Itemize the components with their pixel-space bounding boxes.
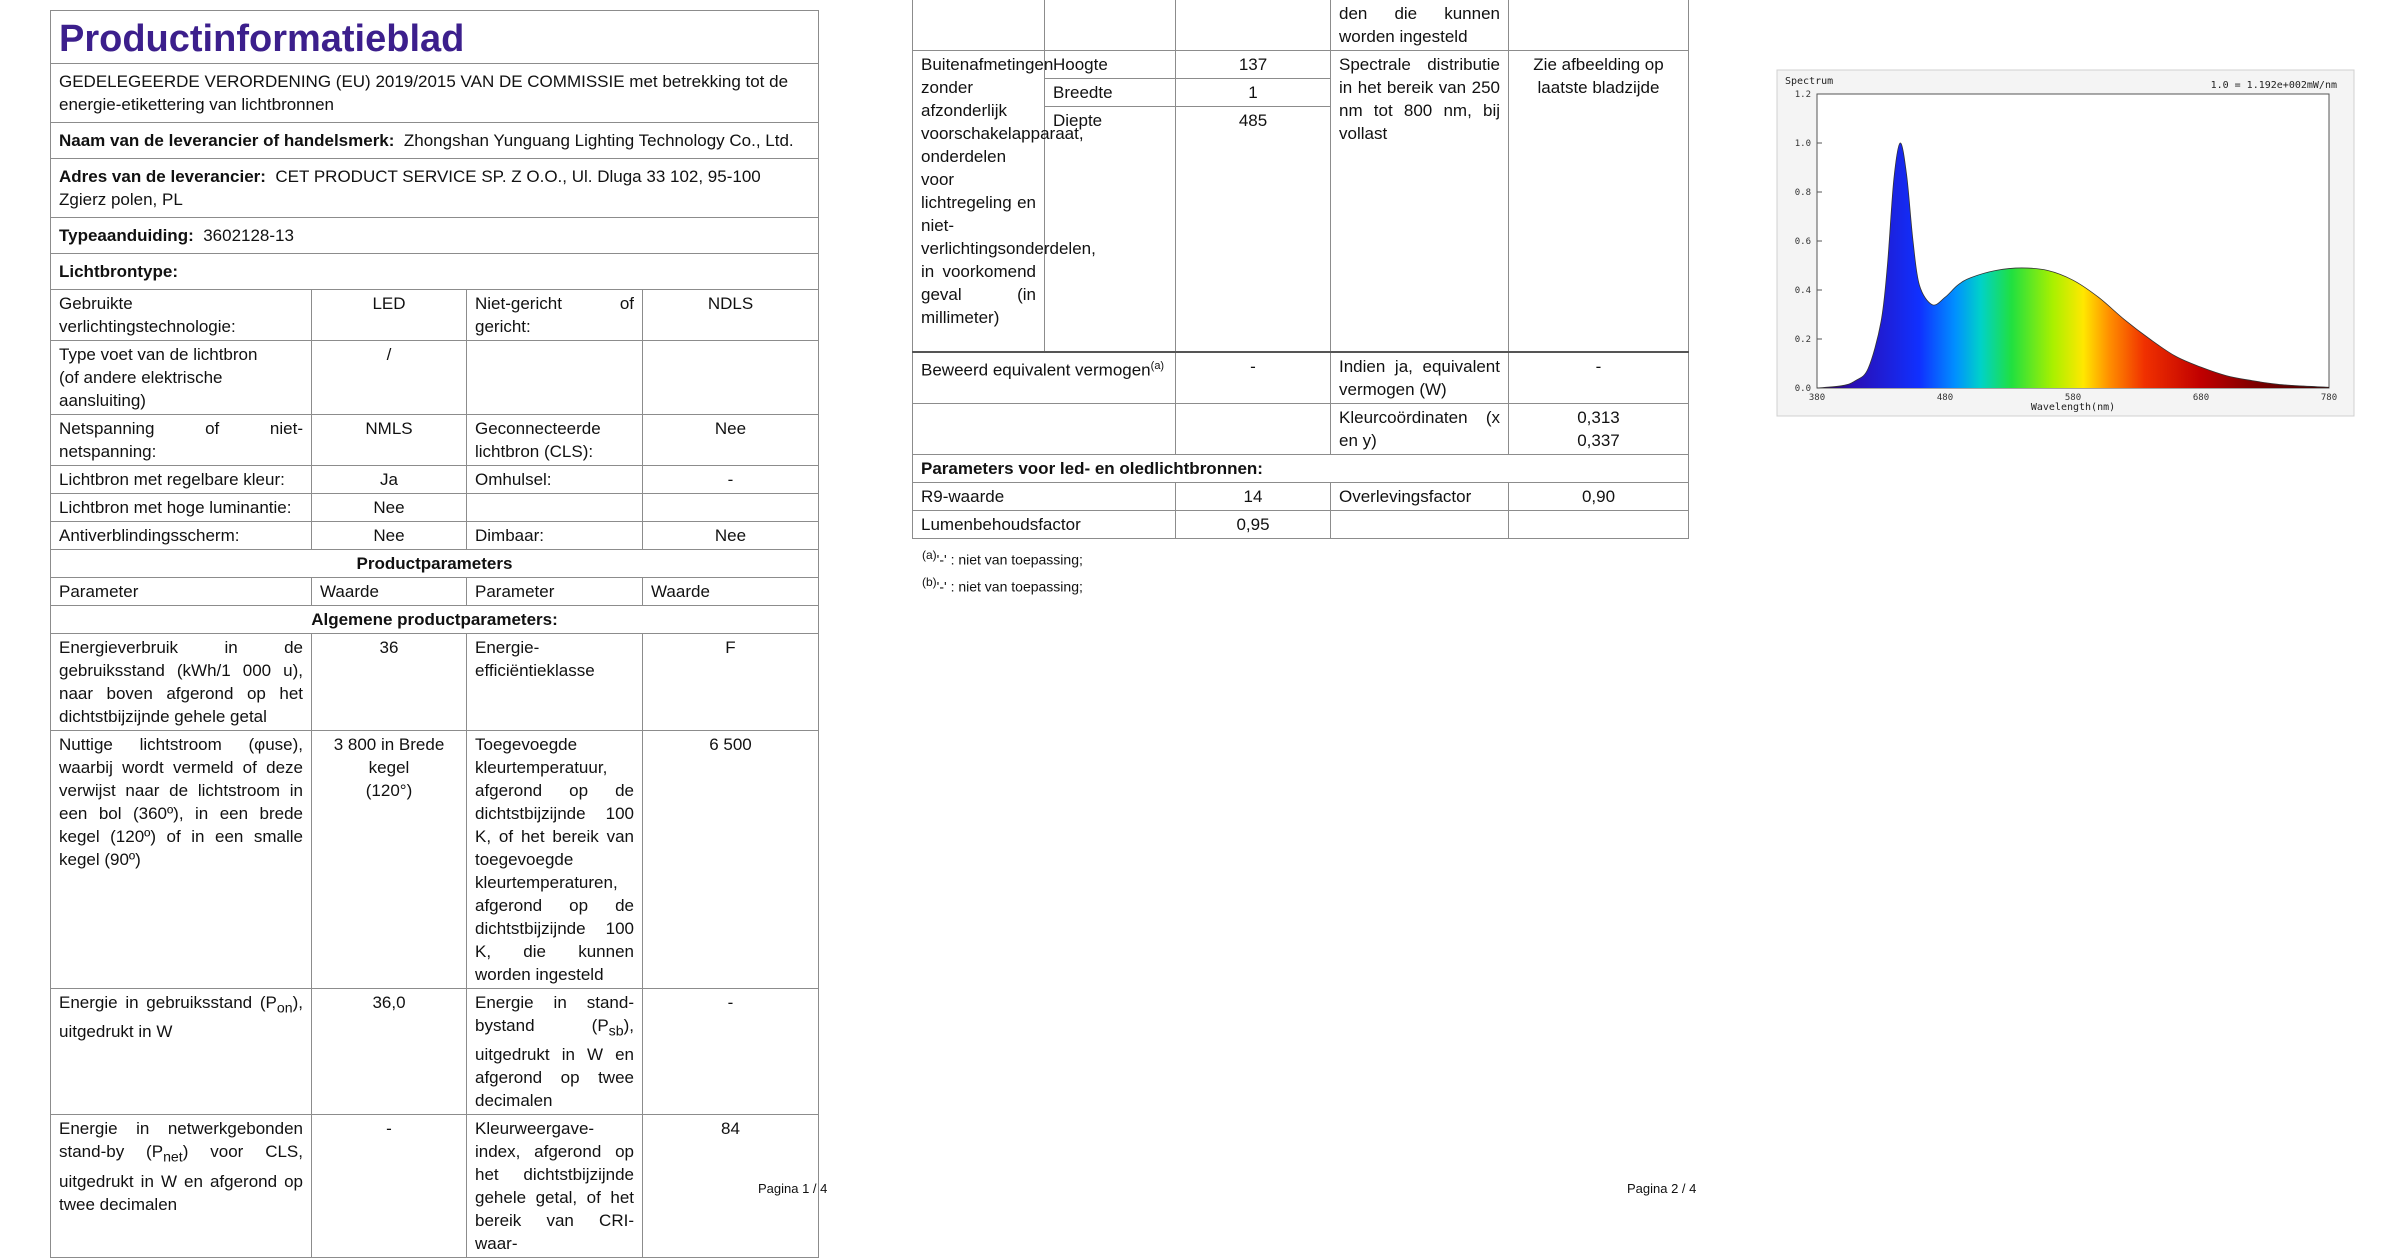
param-value: 0,95 [1176,511,1331,539]
param-value-line: 3 800 in Brede kegel [333,735,445,777]
page-number: Pagina 2 / 4 [1627,1181,1697,1196]
empty-cell [1045,0,1176,51]
param-value: / [312,341,467,415]
product-params-heading: Productparameters [51,550,819,578]
param-label: Niet-gericht of gericht: [467,290,643,341]
empty-cell [1509,511,1689,539]
empty-cell [913,0,1045,51]
regulation-text: GEDELEGEERDE VERORDENING (EU) 2019/2015 VAN DE COMMISSIE met betrekking tot de energie-etikettering van lichtbronnen [51,64,819,123]
param-value: - [312,1115,467,1258]
param-value: 0,90 [1509,483,1689,511]
table-row [913,352,1689,404]
param-value-line: (120°) [365,781,413,800]
param-label: Energie-efficiëntieklasse [467,634,643,731]
supplier-row [51,123,819,159]
x-tick-label: 780 [2320,393,2338,403]
x-axis-label: Wavelength(nm) [2030,402,2116,413]
scale-note: 1.0 = 1.192e+002mW/nm [2210,80,2337,91]
table-row [913,0,1689,51]
y-tick-label: 0.6 [1794,237,1811,247]
y-tick-label: 0.8 [1794,188,1811,198]
param-label: Indien ja, equivalent vermogen (W) [1331,352,1509,404]
chroma-x: 0,313 [1577,408,1620,427]
dim-label: Diepte [1045,107,1176,353]
dim-value: 1 [1176,79,1331,107]
param-label: Lumenbehoudsfactor [913,511,1176,539]
param-label: Netspanning of niet-netspanning: [51,415,312,466]
param-value: Nee [643,415,819,466]
x-tick-label: 380 [1808,393,1826,403]
param-label: Kleurcoördinaten (x en y) [1331,404,1509,455]
y-tick-label: 0.4 [1794,286,1811,296]
param-label [913,352,1176,404]
param-value: - [1509,352,1689,404]
label-subscript: on [276,1000,293,1017]
footnote-marker: (a) [922,548,937,562]
page-number: Pagina 1 / 4 [758,1181,828,1196]
param-label: Kleurweergave-index, afgerond op het dichtstbijzijnde gehele getal, of het bereik van CRI-waar- [467,1115,643,1258]
param-value: Zie afbeelding op laatste bladzijde [1509,51,1689,353]
label-part: ), uitgedrukt in W en afgerond op twee decimalen [475,1016,634,1111]
general-params-heading: Algemene productparameters: [51,606,819,634]
document-title: Productinformatieblad [51,11,819,64]
param-value: NDLS [643,290,819,341]
param-label: Geconnecteerde lichtbron (CLS): [467,415,643,466]
footnote-ref: (a) [1150,360,1165,372]
type-value: 3602128-13 [203,226,294,245]
table-row [51,290,819,341]
table-row [913,511,1689,539]
param-value: F [643,634,819,731]
address-value: CET PRODUCT SERVICE SP. Z O.O., Ul. Dluga 33 102, 95-100 Zgierz polen, PL [59,167,761,209]
label-subscript: net [163,1149,183,1166]
param-label-continued: den die kunnen worden ingesteld [1331,0,1509,51]
empty-cell [1176,404,1331,455]
param-label [51,989,312,1115]
param-label [467,341,643,415]
chroma-y: 0,337 [1577,431,1620,450]
spectrum-chart [1777,70,2354,416]
param-label: Buitenafmetingen zonder afzonderlijk voorschakelapparaat, onderdelen voor lichtregeling en niet-verlichtingsonderdelen, in voorkomend geval (in millimeter) [913,51,1045,353]
y-tick-label: 0.2 [1794,335,1811,345]
dim-value: 485 [1176,107,1331,353]
label-part: ), uitgedrukt in W [59,993,303,1042]
page-2 [912,0,1688,596]
y-tick-label: 1.2 [1794,90,1811,100]
param-value: - [643,989,819,1115]
x-tick-label: 680 [2192,393,2210,403]
label-subscript: sb [608,1023,624,1040]
param-label: Gebruikte verlichtingstechnologie: [51,290,312,341]
empty-cell [913,404,1176,455]
param-label: Spectrale distributie in het bereik van 250 nm tot 800 nm, bij vollast [1331,51,1509,353]
param-value: Nee [312,494,467,522]
table-row [913,483,1689,511]
column-header: Waarde [312,578,467,606]
param-value: NMLS [312,415,467,466]
param-label-note: (of andere elektrische aansluiting) [59,368,223,410]
address-row [51,159,819,218]
param-label: Energieverbruik in de gebruiksstand (kWh/1 000 u), naar boven afgerond op het dichtstbijzijnde gehele getal [51,634,312,731]
param-value: Ja [312,466,467,494]
lightsource-type-label: Lichtbrontype: [51,254,819,290]
y-tick-label: 1.0 [1794,139,1811,149]
param-value [643,494,819,522]
dim-label: Hoogte [1045,51,1176,79]
param-value: 14 [1176,483,1331,511]
table-row [913,51,1689,79]
led-params-heading: Parameters voor led- en oledlichtbronnen: [913,455,1689,483]
table-row [51,1115,819,1258]
footnote-marker: (b) [922,574,937,589]
param-value: Nee [312,522,467,550]
param-value: Nee [643,522,819,550]
table-row [51,522,819,550]
label-part: Energie in netwerkgebonden stand-by (P [59,1119,303,1162]
column-header: Waarde [643,578,819,606]
param-label: Toegevoegde kleurtemperatuur, afgerond op de dichtstbijzijnde 100 K, of het bereik van toegevoegde kleurtemperaturen, afgerond op de dichtstbijzijnde 100 K, die kunnen worden ingesteld [467,731,643,989]
param-label: Overlevingsfactor [1331,483,1509,511]
param-value: 6 500 [643,731,819,989]
param-value: - [643,466,819,494]
param-label: Dimbaar: [467,522,643,550]
param-label: Omhulsel: [467,466,643,494]
column-header: Parameter [51,578,312,606]
param-label: Antiverblindingsscherm: [51,522,312,550]
table-row [913,404,1689,455]
table-row [51,466,819,494]
param-value [312,731,467,989]
x-tick-label: 480 [1936,393,1954,403]
info-table [50,10,819,1258]
table-row [51,341,819,415]
empty-cell [1509,0,1689,51]
type-label: Typeaanduiding: [59,226,194,245]
column-header: Parameter [467,578,643,606]
param-label [467,494,643,522]
table-row [51,989,819,1115]
label-part: Energie in gebruiksstand (P [59,993,277,1012]
type-row [51,218,819,254]
param-value: - [1176,352,1331,404]
param-value [1509,404,1689,455]
table-row [51,494,819,522]
table-row [51,634,819,731]
param-label-main: Type voet van de lichtbron [59,345,258,364]
param-label [467,989,643,1115]
dim-value: 137 [1176,51,1331,79]
table-row [51,415,819,466]
label-part: ) voor CLS, uitgedrukt in W en afgerond op twee decimalen [59,1142,303,1214]
footnote-a [922,545,1688,570]
dim-label: Breedte [1045,79,1176,107]
param-label: Nuttige lichtstroom (φuse), waarbij wordt vermeld of deze verwijst naar de lichtstroom in een bol (360º), in een brede kegel (120º) of in een smalle kegel (90º) [51,731,312,989]
supplier-label: Naam van de leverancier of handelsmerk: [59,131,395,150]
param-label: Lichtbron met hoge luminantie: [51,494,312,522]
param-label: Lichtbron met regelbare kleur: [51,466,312,494]
footnote-b [922,572,1688,597]
param-value [643,341,819,415]
table-row [51,731,819,989]
footnote-text: '-' : niet van toepassing; [936,551,1083,568]
address-label: Adres van de leverancier: [59,167,266,186]
param-value: LED [312,290,467,341]
param-label [51,1115,312,1258]
param-label [51,341,312,415]
empty-cell [1176,0,1331,51]
param-value: 36 [312,634,467,731]
label-part: Beweerd equivalent vermogen [921,360,1151,380]
empty-cell [1331,511,1509,539]
param-value: 36,0 [312,989,467,1115]
param-value: 84 [643,1115,819,1258]
supplier-value: Zhongshan Yunguang Lighting Technology Co., Ltd. [403,131,794,150]
param-label: R9-waarde [913,483,1176,511]
label-part: Energie in stand-bystand (P [475,993,634,1035]
column-header-row [51,578,819,606]
x-tick-label: 580 [2064,393,2082,403]
chart-title: Spectrum [1785,76,1834,87]
y-tick-label: 0.0 [1794,384,1811,394]
info-table-continued [912,0,1689,539]
footnote-text: '-' : niet van toepassing; [936,578,1083,595]
